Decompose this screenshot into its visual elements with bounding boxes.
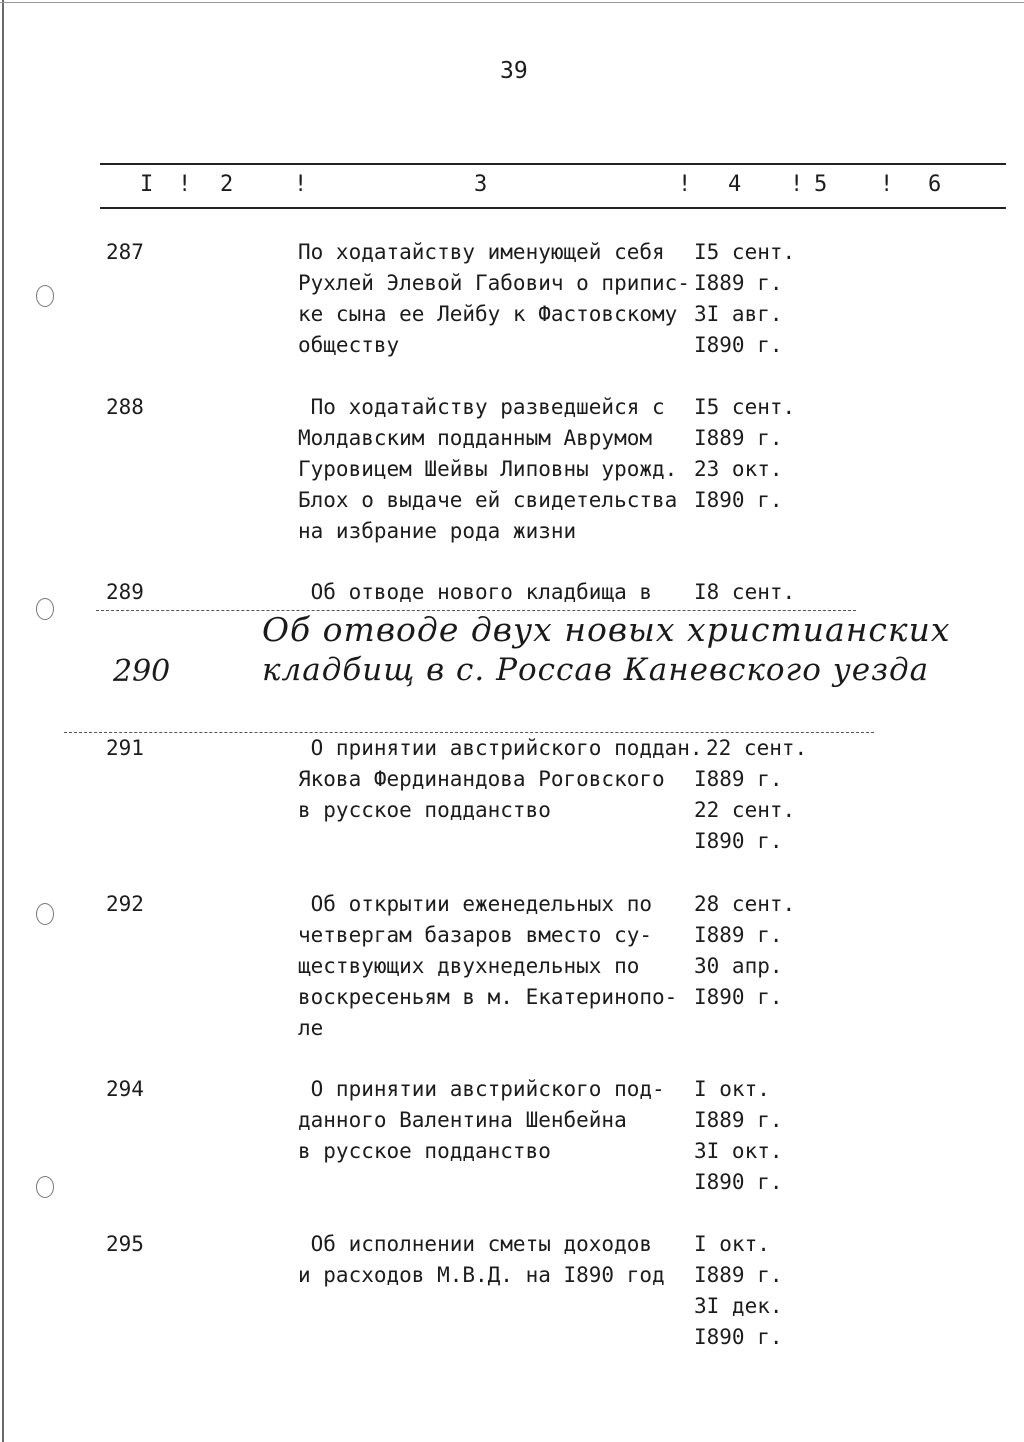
entry-date: I окт. — [694, 1232, 770, 1256]
entry-date: I889 г. — [694, 1263, 783, 1287]
entry-title-line: О принятии австрийского под- — [298, 1077, 665, 1101]
entry-date: I889 г. — [694, 767, 783, 791]
entry-title-line: в русское подданство — [298, 1139, 551, 1163]
entry-title-line: О принятии австрийского поддан. — [298, 736, 703, 760]
entry-number: 289 — [106, 580, 144, 604]
punch-hole-icon — [36, 285, 54, 307]
entry-date: 30 апр. — [694, 954, 783, 978]
entry-number: 295 — [106, 1232, 144, 1256]
header-col-1: I — [140, 172, 154, 197]
handwritten-line: кладбищ в с. Россав Каневского уезда — [262, 652, 930, 688]
page-number: 39 — [500, 58, 528, 84]
entry-title-line: Блох о выдаче ей свидетельства — [298, 488, 678, 512]
entry-title-line: По ходатайству разведшейся с — [298, 395, 665, 419]
entry-date: I890 г. — [694, 985, 783, 1009]
entry-title-line: на избрание рода жизни — [298, 519, 577, 543]
entry-title-line: данного Валентина Шенбейна — [298, 1108, 627, 1132]
table-header-top-rule — [100, 163, 1006, 165]
entry-title-line: воскресеньям в м. Екатеринопо- — [298, 985, 678, 1009]
entry-date: I5 сент. — [694, 240, 796, 264]
entry-date: I890 г. — [694, 1325, 783, 1349]
page-edge-left — [2, 0, 4, 1442]
entry-date: I890 г. — [694, 1170, 783, 1194]
punch-hole-icon — [36, 598, 54, 620]
header-separator: ! — [294, 172, 308, 197]
entry-date: 3I окт. — [694, 1139, 783, 1163]
handwritten-line: Об отводе двух новых христианских — [262, 610, 951, 649]
handwritten-number: 290 — [113, 654, 171, 689]
strike-dashed-line — [64, 732, 874, 733]
entry-date: I5 сент. — [694, 395, 796, 419]
entry-title-line: ле — [298, 1016, 324, 1040]
table-header-bottom-rule — [100, 207, 1006, 209]
entry-title-line: в русское подданство — [298, 798, 551, 822]
entry-date: I890 г. — [694, 829, 783, 853]
entry-date: I8 сент. — [694, 580, 796, 604]
header-col-2: 2 — [220, 172, 234, 197]
entry-title-line: четвергам базаров вместо су- — [298, 923, 653, 947]
entry-date: 3I дек. — [694, 1294, 783, 1318]
entry-title-line: Об открытии еженедельных по — [298, 892, 653, 916]
entry-title-line: Об исполнении сметы доходов — [298, 1232, 653, 1256]
entry-title-line: Гуровицем Шейвы Липовны урожд. — [298, 457, 678, 481]
entry-date: I окт. — [694, 1077, 770, 1101]
entry-title-line: Якова Фердинандова Роговского — [298, 767, 665, 791]
entry-date: I890 г. — [694, 333, 783, 357]
entry-title-line: обществу — [298, 333, 400, 357]
page-edge-top — [0, 2, 1024, 3]
entry-date: I889 г. — [694, 271, 783, 295]
header-col-6: 6 — [928, 172, 942, 197]
header-separator: ! — [178, 172, 192, 197]
header-separator: ! — [880, 172, 894, 197]
entry-date: I889 г. — [694, 923, 783, 947]
entry-date: 22 сент. — [694, 798, 796, 822]
header-col-4: 4 — [728, 172, 742, 197]
header-separator: ! — [790, 172, 804, 197]
entry-date: 3I авг. — [694, 302, 783, 326]
entry-date: I889 г. — [694, 1108, 783, 1132]
entry-title-line: и расходов М.В.Д. на I890 год — [298, 1263, 665, 1287]
punch-hole-icon — [36, 1176, 54, 1198]
header-col-5: 5 — [814, 172, 828, 197]
entry-title-line: Молдавским подданным Аврумом — [298, 426, 653, 450]
punch-hole-icon — [36, 903, 54, 925]
entry-number: 294 — [106, 1077, 144, 1101]
entry-date: 23 окт. — [694, 457, 783, 481]
entry-title-line: ществующих двухнедельных по — [298, 954, 640, 978]
entry-number: 287 — [106, 240, 144, 264]
entry-title-line: Об отводе нового кладбища в — [298, 580, 653, 604]
entry-title-line: Рухлей Элевой Габович о припис- — [298, 271, 690, 295]
entry-number: 288 — [106, 395, 144, 419]
entry-title-line: По ходатайству именующей себя — [298, 240, 665, 264]
entry-date: I890 г. — [694, 488, 783, 512]
header-col-3: 3 — [474, 172, 488, 197]
entry-date: 22 сент. — [706, 736, 808, 760]
entry-number: 291 — [106, 736, 144, 760]
entry-title-line: ке сына ее Лейбу к Фастовскому — [298, 302, 678, 326]
header-separator: ! — [678, 172, 692, 197]
entry-number: 292 — [106, 892, 144, 916]
entry-date: 28 сент. — [694, 892, 796, 916]
entry-date: I889 г. — [694, 426, 783, 450]
